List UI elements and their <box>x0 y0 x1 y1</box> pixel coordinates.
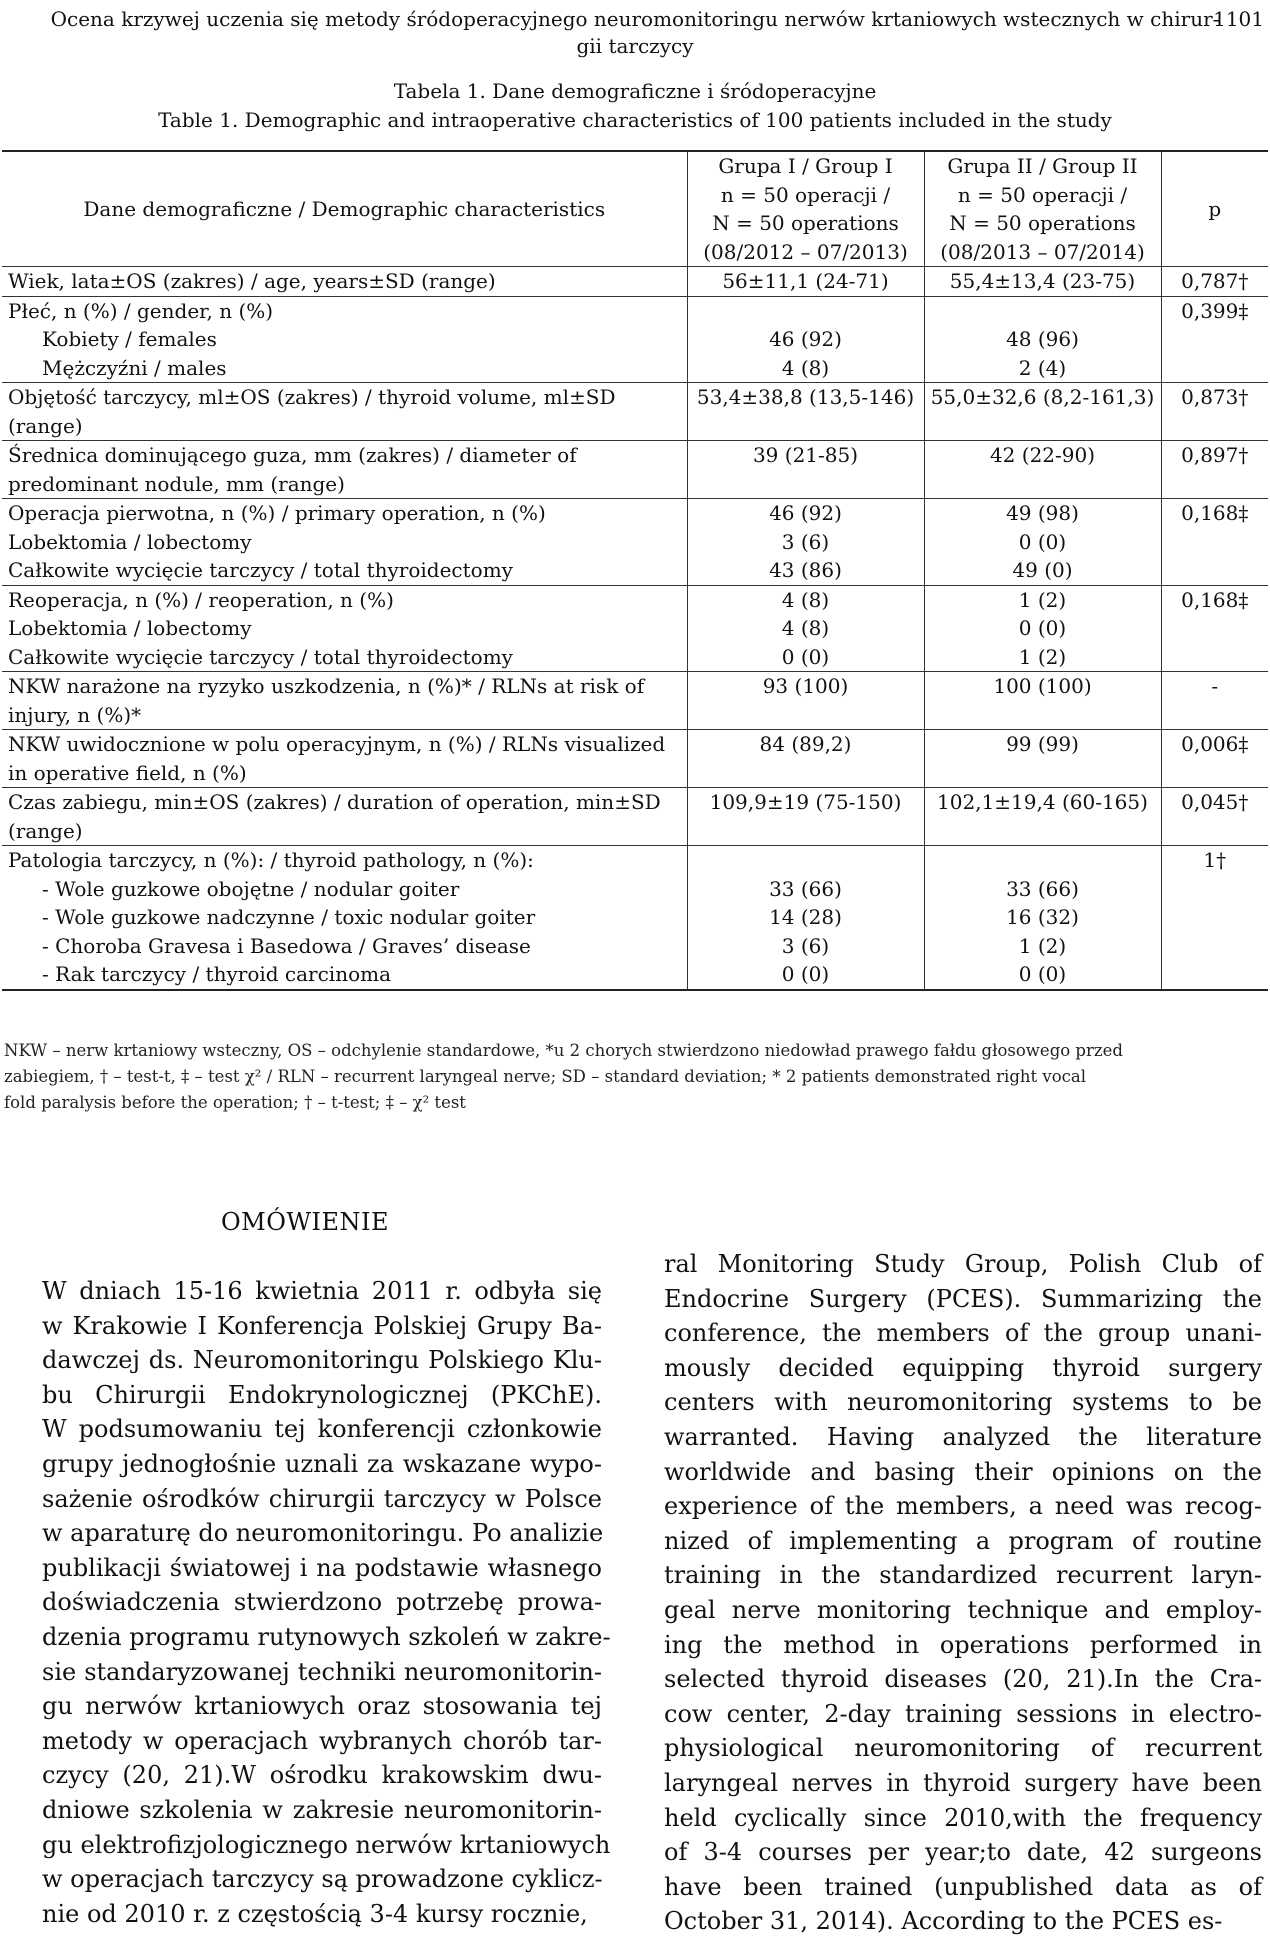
row-label-cell: Reoperacja, n (%) / reoperation, n (%) <box>2 585 687 614</box>
row-group1-value: 46 (92) <box>687 499 924 528</box>
body-text-line: Endocrine Surgery (PCES). Summarizing the <box>664 1284 1262 1313</box>
row-group1-value: 0 (0) <box>687 643 924 672</box>
table-row <box>2 499 1268 528</box>
body-text-line: experience of the members, a need was recog- <box>664 1492 1262 1521</box>
body-text-line: sie standaryzowanej techniki neuromonitorin- <box>42 1657 602 1686</box>
row-group1-value: 39 (21-85) <box>687 441 924 499</box>
table-row <box>2 846 1268 875</box>
row-p-value <box>1161 875 1268 904</box>
row-group2-value: 48 (96) <box>924 325 1161 354</box>
row-label-cell: - Rak tarczycy / thyroid carcinoma <box>2 960 687 990</box>
row-group2-value: 99 (99) <box>924 730 1161 788</box>
table-row <box>2 614 1268 643</box>
row-group1-value: 46 (92) <box>687 325 924 354</box>
row-label-cell: Średnica dominującego guza, mm (zakres) / diameter of predominant nodule, mm (range) <box>2 441 687 499</box>
body-text-line: bu Chirurgii Endokrynologicznej (PKChE). <box>42 1380 602 1409</box>
table-row <box>2 585 1268 614</box>
header-group2-line: Grupa II / Group II <box>947 154 1138 178</box>
table-footnote <box>4 1038 1266 1116</box>
row-label-cell: NKW narażone na ryzyko uszkodzenia, n (%)* / RLNs at risk of injury, n (%)* <box>2 672 687 730</box>
body-text-line: mously decided equipping thyroid surgery <box>664 1353 1262 1382</box>
row-p-value <box>1161 643 1268 672</box>
row-group2-value: 0 (0) <box>924 528 1161 557</box>
row-group2-value: 1 (2) <box>924 643 1161 672</box>
body-text-line: held cyclically since 2010,with the frequency <box>664 1803 1262 1832</box>
row-p-value <box>1161 960 1268 990</box>
row-p-value: 0,399‡ <box>1161 296 1268 325</box>
row-p-value <box>1161 556 1268 585</box>
row-group2-value: 0 (0) <box>924 960 1161 990</box>
table-row <box>2 528 1268 557</box>
row-p-value <box>1161 903 1268 932</box>
header-label-cell <box>2 151 687 267</box>
body-text-line: w operacjach tarczycy są prowadzone cyklicz- <box>42 1865 603 1894</box>
row-group1-value: 33 (66) <box>687 875 924 904</box>
row-group2-value <box>924 846 1161 875</box>
row-label-cell: Kobiety / females <box>2 325 687 354</box>
header-group1-cell <box>687 151 924 267</box>
body-text-line: nized of implementing a program of routine <box>664 1526 1262 1555</box>
body-text-line: gu nerwów krtaniowych oraz stosowania tej <box>42 1692 602 1721</box>
body-text-line: gu elektrofizjologicznego nerwów krtaniowych <box>42 1830 611 1859</box>
row-label-cell: Płeć, n (%) / gender, n (%) <box>2 296 687 325</box>
header-p: p <box>1208 196 1222 221</box>
row-group2-value: 0 (0) <box>924 614 1161 643</box>
row-label-cell: Czas zabiegu, min±OS (zakres) / duration of operation, min±SD (range) <box>2 788 687 846</box>
table-row <box>2 672 1268 730</box>
body-text-line: October 31, 2014). According to the PCES es- <box>664 1907 1223 1936</box>
header-p-cell <box>1161 151 1268 267</box>
demographics-table <box>2 150 1268 991</box>
row-label-cell: Lobektomia / lobectomy <box>2 614 687 643</box>
body-text-line: nie od 2010 r. z częstością 3-4 kursy rocznie, <box>42 1899 588 1928</box>
row-label-cell: NKW uwidocznione w polu operacyjnym, n (%) / RLNs visualized in operative field, n (%) <box>2 730 687 788</box>
body-text-line: w Krakowie I Konferencja Polskiej Grupy Ba- <box>42 1311 602 1340</box>
row-group1-value: 14 (28) <box>687 903 924 932</box>
row-p-value <box>1161 528 1268 557</box>
header-group2-line: N = 50 operations <box>949 211 1136 235</box>
table-row <box>2 441 1268 499</box>
footnote-line: fold paralysis before the operation; † – t-test; ‡ – χ² test <box>4 1093 466 1112</box>
body-text-line: of 3-4 courses per year;to date, 42 surgeons <box>664 1838 1262 1867</box>
row-group2-value: 42 (22-90) <box>924 441 1161 499</box>
body-text-line: sażenie ośrodków chirurgii tarczycy w Polsce <box>42 1484 602 1513</box>
body-text-line: ing the method in operations performed in <box>664 1630 1262 1659</box>
row-label-cell: Całkowite wycięcie tarczycy / total thyroidectomy <box>2 643 687 672</box>
row-label-cell: - Wole guzkowe obojętne / nodular goiter <box>2 875 687 904</box>
body-text-line: doświadczenia stwierdzono potrzebę prowa- <box>42 1588 602 1617</box>
row-group2-value: 100 (100) <box>924 672 1161 730</box>
row-group1-value: 4 (8) <box>687 614 924 643</box>
row-label-cell: - Wole guzkowe nadczynne / toxic nodular goiter <box>2 903 687 932</box>
body-text-line: ral Monitoring Study Group, Polish Club of <box>664 1250 1262 1278</box>
row-p-value: 0,168‡ <box>1161 499 1268 528</box>
row-label-cell: Wiek, lata±OS (zakres) / age, years±SD (range) <box>2 267 687 297</box>
body-text-line: dawczej ds. Neuromonitoringu Polskiego Klu- <box>42 1346 602 1375</box>
row-p-value: 0,787† <box>1161 267 1268 297</box>
row-group1-value: 4 (8) <box>687 354 924 383</box>
row-p-value: 0,168‡ <box>1161 585 1268 614</box>
table-row <box>2 643 1268 672</box>
row-group2-value: 1 (2) <box>924 585 1161 614</box>
row-p-value: 0,045† <box>1161 788 1268 846</box>
body-text-line: W dniach 15-16 kwietnia 2011 r. odbyła się <box>42 1277 602 1305</box>
body-column-right <box>664 1247 1262 1939</box>
header-group2-cell <box>924 151 1161 267</box>
row-group1-value: 84 (89,2) <box>687 730 924 788</box>
row-group2-value: 1 (2) <box>924 932 1161 961</box>
running-header-line-2: gii tarczycy <box>576 34 694 58</box>
row-group1-value: 109,9±19 (75-150) <box>687 788 924 846</box>
header-group1-line: (08/2012 – 07/2013) <box>703 239 908 264</box>
body-text-line: conference, the members of the group unani- <box>664 1319 1262 1348</box>
body-text-line: dzenia programu rutynowych szkoleń w zakre- <box>42 1622 611 1651</box>
row-label-cell: Patologia tarczycy, n (%): / thyroid pathology, n (%): <box>2 846 687 875</box>
row-group1-value: 56±11,1 (24-71) <box>687 267 924 297</box>
table-row <box>2 354 1268 383</box>
page-number: 1101 <box>1213 7 1264 31</box>
row-label-cell: - Choroba Gravesa i Basedowa / Graves’ disease <box>2 932 687 961</box>
running-header <box>0 6 1270 60</box>
body-text-line: physiological neuromonitoring of recurrent <box>664 1734 1262 1763</box>
row-p-value: 0,006‡ <box>1161 730 1268 788</box>
row-group1-value: 3 (6) <box>687 932 924 961</box>
row-group2-value: 55,4±13,4 (23-75) <box>924 267 1161 297</box>
body-text-line: geal nerve monitoring technique and employ- <box>664 1595 1262 1624</box>
header-group2-line: (08/2013 – 07/2014) <box>940 239 1145 264</box>
footnote-line: NKW – nerw krtaniowy wsteczny, OS – odchylenie standardowe, *u 2 chorych stwierdzono niedowład prawego fałdu głosowego przed <box>4 1041 1123 1060</box>
row-group1-value: 3 (6) <box>687 528 924 557</box>
table-row <box>2 903 1268 932</box>
body-text-line: metody w operacjach wybranych chorób tar- <box>42 1726 602 1755</box>
header-label: Dane demograficzne / Demographic characteristics <box>83 196 606 221</box>
row-group1-value: 93 (100) <box>687 672 924 730</box>
table-row <box>2 383 1268 441</box>
row-group2-value: 2 (4) <box>924 354 1161 383</box>
row-group2-value: 33 (66) <box>924 875 1161 904</box>
body-text-line: training in the standardized recurrent laryn- <box>664 1561 1262 1590</box>
body-text-line: W podsumowaniu tej konferencji członkowie <box>42 1415 602 1444</box>
table-header-row <box>2 151 1268 267</box>
row-group1-value: 53,4±38,8 (13,5-146) <box>687 383 924 441</box>
row-group2-value: 16 (32) <box>924 903 1161 932</box>
header-group1-line: n = 50 operacji / <box>720 182 891 207</box>
row-p-value: 0,897† <box>1161 441 1268 499</box>
body-text-line: czycy (20, 21).W ośrodku krakowskim dwu- <box>42 1761 602 1790</box>
row-group2-value: 49 (0) <box>924 556 1161 585</box>
table-row <box>2 788 1268 846</box>
footnote-line: zabiegiem, † – test-t, ‡ – test χ² / RLN – recurrent laryngeal nerve; SD – standard deviation; * 2 patients demonstrated right vocal <box>4 1067 1087 1086</box>
row-label-cell: Lobektomia / lobectomy <box>2 528 687 557</box>
table-row <box>2 730 1268 788</box>
table-row <box>2 960 1268 990</box>
running-header-line-1: Ocena krzywej uczenia się metody śródoperacyjnego neuromonitoringu nerwów krtaniowych wstecznych w chirur- <box>50 7 1220 31</box>
body-text-line: w aparaturę do neuromonitoringu. Po analizie <box>42 1519 604 1548</box>
row-p-value <box>1161 614 1268 643</box>
row-p-value <box>1161 932 1268 961</box>
body-text-line: worldwide and basing their opinions on the <box>664 1457 1262 1486</box>
row-label-cell: Całkowite wycięcie tarczycy / total thyroidectomy <box>2 556 687 585</box>
table-row <box>2 556 1268 585</box>
header-group2-line: n = 50 operacji / <box>957 182 1128 207</box>
body-text-line: centers with neuromonitoring systems to be <box>664 1388 1262 1417</box>
body-text-line: warranted. Having analyzed the literature <box>664 1422 1262 1451</box>
table-row <box>2 325 1268 354</box>
table-caption-polish: Tabela 1. Dane demograficzne i śródoperacyjne <box>393 79 877 103</box>
header-group1-line: N = 50 operations <box>712 211 899 235</box>
row-p-value: - <box>1161 672 1268 730</box>
table-body <box>2 267 1268 990</box>
row-p-value: 0,873† <box>1161 383 1268 441</box>
table-caption-english: Table 1. Demographic and intraoperative characteristics of 100 patients included in the study <box>158 108 1112 132</box>
row-label-cell: Operacja pierwotna, n (%) / primary operation, n (%) <box>2 499 687 528</box>
row-group1-value <box>687 296 924 325</box>
row-group2-value: 55,0±32,6 (8,2-161,3) <box>924 383 1161 441</box>
row-group1-value: 43 (86) <box>687 556 924 585</box>
row-group2-value: 102,1±19,4 (60-165) <box>924 788 1161 846</box>
row-group2-value <box>924 296 1161 325</box>
body-column-left <box>42 1274 611 1931</box>
body-text-line: grupy jednogłośnie uznali za wskazane wypo- <box>42 1449 602 1478</box>
table-row <box>2 932 1268 961</box>
header-group1-line: Grupa I / Group I <box>718 154 893 178</box>
row-p-value: 1† <box>1161 846 1268 875</box>
row-p-value <box>1161 354 1268 383</box>
body-text-line: publikacji światowej i na podstawie własnego <box>42 1553 602 1582</box>
row-group1-value: 4 (8) <box>687 585 924 614</box>
table-row <box>2 875 1268 904</box>
body-text-line: selected thyroid diseases (20, 21).In the Cra- <box>664 1665 1262 1694</box>
section-title: OMÓWIENIE <box>220 1208 390 1236</box>
body-text-line: have been trained (unpublished data as of <box>664 1872 1262 1901</box>
row-p-value <box>1161 325 1268 354</box>
table-row <box>2 267 1268 297</box>
table-row <box>2 296 1268 325</box>
body-text-line: cow center, 2-day training sessions in electro- <box>664 1699 1262 1728</box>
row-label-cell: Mężczyźni / males <box>2 354 687 383</box>
row-group1-value <box>687 846 924 875</box>
row-label-cell: Objętość tarczycy, ml±OS (zakres) / thyroid volume, ml±SD (range) <box>2 383 687 441</box>
row-group1-value: 0 (0) <box>687 960 924 990</box>
body-text-line: dniowe szkolenia w zakresie neuromonitorin- <box>42 1795 602 1824</box>
row-group2-value: 49 (98) <box>924 499 1161 528</box>
body-text-line: laryngeal nerves in thyroid surgery have been <box>664 1768 1262 1797</box>
